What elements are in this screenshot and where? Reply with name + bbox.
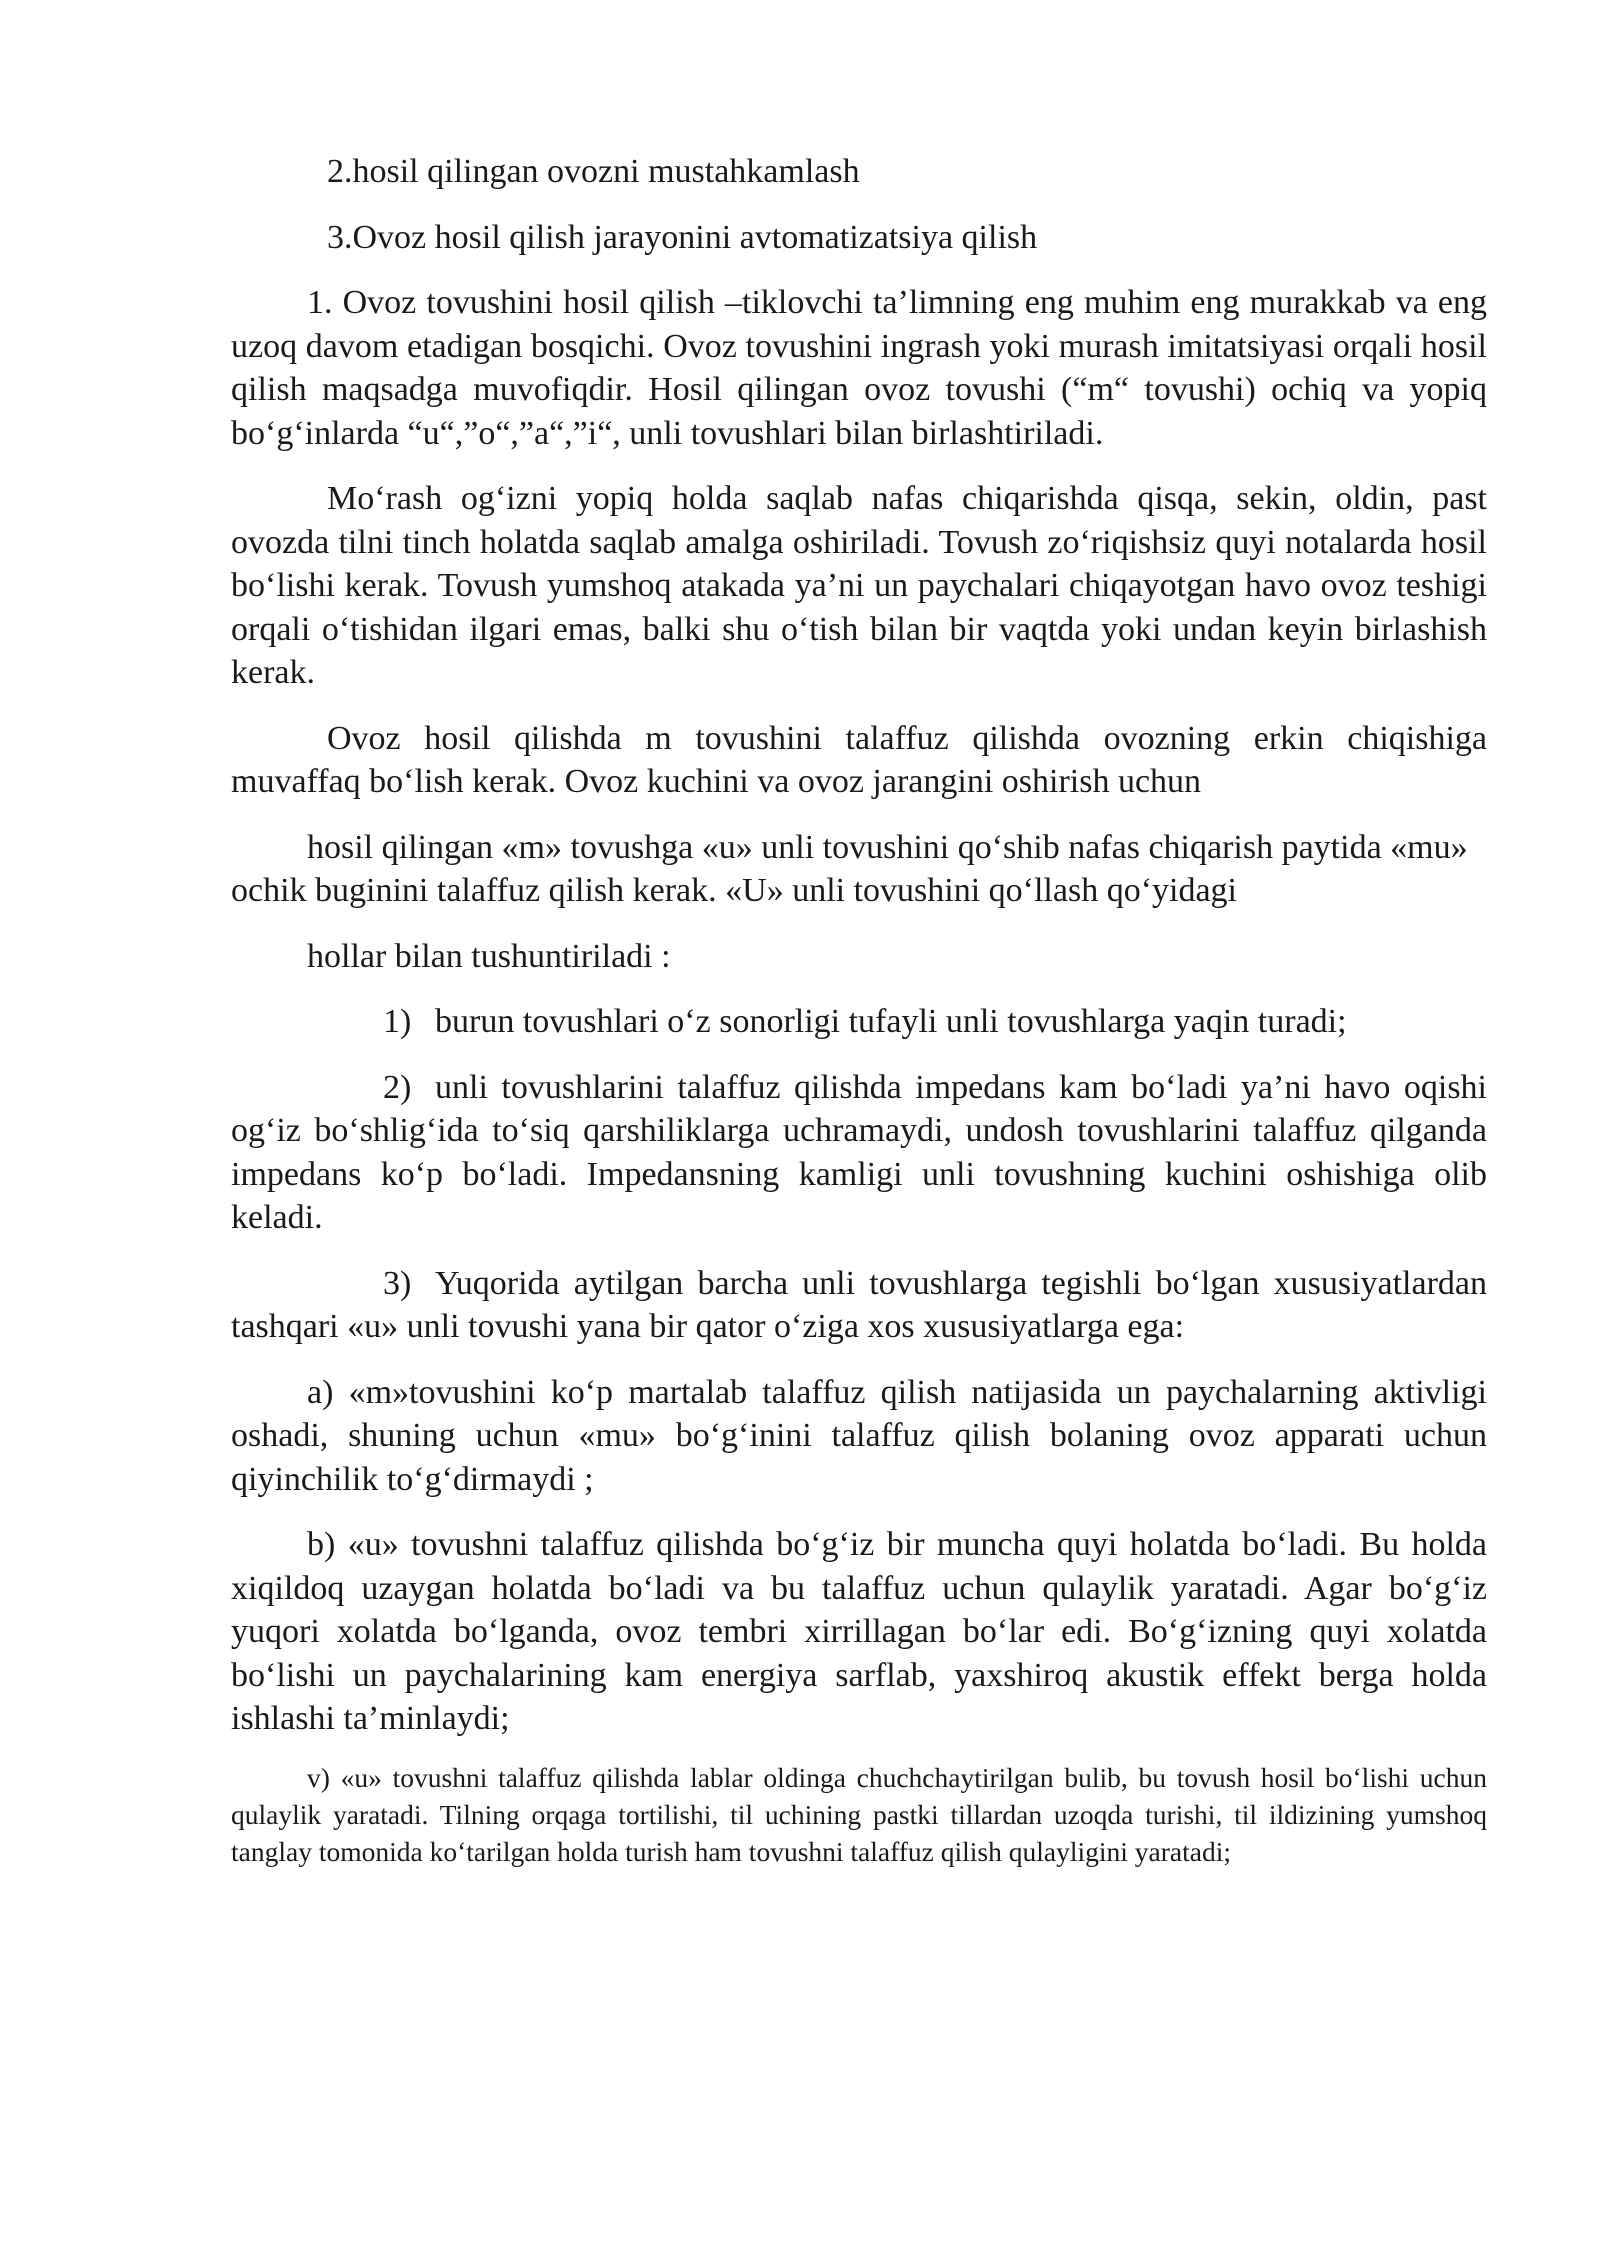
- document-page: [231, 150, 1487, 1870]
- list-item-number: 3): [383, 1264, 412, 1302]
- paragraph-item-2: 2.hosil qilingan ovozni mustahkamlash: [327, 153, 860, 190]
- paragraph-subitem-b: b) «u» tovushni talaffuz qilishda bo‘g‘iz bir muncha quyi holatda bo‘ladi. Bu holda xiqildoq uzaygan holatda bo‘ladi va bu talaffuz uchun qulaylik yaratadi. Agar bo‘g‘iz yuqori xolatda bo‘lganda, ovoz tembri xirrillagan bo‘lar edi. Bo‘g‘izning quyi xolatda bo‘lishi un paychalarining kam energiya sarflab, yaxshiroq akustik effekt berga holda ishlashi ta’minlaydi;: [231, 1526, 1487, 1737]
- list-item-text: unli tovushlarini talaffuz qilishda impedans kam bo‘ladi ya’ni havo oqishi og‘iz bo‘shlig‘ida to‘siq qarshiliklarga uchramaydi, undosh tovushlarini talaffuz qilganda impedans ko‘p bo‘ladi. Impedansning kamligi unli tovushning kuchini oshishiga olib keladi.: [231, 1068, 1487, 1236]
- list-item-number: 1): [383, 1003, 412, 1040]
- list-item-1: [231, 1000, 1487, 1044]
- paragraph-cases-intro: hollar bilan tushuntiriladi :: [307, 937, 671, 975]
- paragraph-subitem-v: v) «u» tovushni talaffuz qilishda lablar oldinga chuchchaytirilgan bulib, bu tovush hosil bo‘lishi uchun qulaylik yaratadi. Tilning orqaga tortilishi, til uchining pastki tillardan uzoqda turishi, til ildizining yumshoq tanglay tomonida ko‘tarilgan holda turish ham tovushni talaffuz qilish qulayligini yaratadi;: [231, 1761, 1487, 1867]
- list-item-3: [231, 1262, 1487, 1349]
- paragraph-mu-syllable: hosil qilingan «m» tovushga «u» unli tovushini qo‘shib nafas chiqarish paytida «mu» ochik buginini talaffuz qilish kerak. «U» unli tovushini qo‘llash qo‘yidagi: [231, 828, 1468, 909]
- paragraph-voice-formation: 1. Ovoz tovushini hosil qilish –tiklovchi ta’limning eng muhim eng murakkab va eng uzoq davom etadigan bosqichi. Ovoz tovushini ingrash yoki murash imitatsiyasi orqali hosil qilish maqsadga muvofiqdir. Hosil qilingan ovoz tovushi (“m“ tovushi) ochiq va yopiq bo‘g‘inlarda “u“,”o“,”a“,”i“, unli tovushlari bilan birlashtiriladi.: [231, 284, 1487, 452]
- list-item-text: burun tovushlari o‘z sonorligi tufayli unli tovushlarga yaqin turadi;: [435, 1003, 1347, 1040]
- paragraph-m-sound: Ovoz hosil qilishda m tovushini talaffuz qilishda ovozning erkin chiqishiga muvaffaq bo‘lish kerak. Ovoz kuchini va ovoz jarangini oshirish uchun: [231, 719, 1487, 800]
- small-text-block: [231, 1759, 1487, 1870]
- list-item-number: 2): [383, 1068, 412, 1106]
- paragraph-subitem-a: a) «m»tovushini ko‘p martalab talaffuz qilish natijasida un paychalarning aktivligi oshadi, shuning uchun «mu» bo‘g‘inini talaffuz qilish bolaning ovoz apparati uchun qiyinchilik to‘g‘dirmaydi ;: [231, 1373, 1487, 1498]
- paragraph-humming: Mo‘rash og‘izni yopiq holda saqlab nafas chiqarishda qisqa, sekin, oldin, past ovozda tilni tinch holatda saqlab amalga oshiriladi. Tovush zo‘riqishsiz quyi notalarda hosil bo‘lishi kerak. Tovush yumshoq atakada ya’ni un paychalari chiqayotgan havo ovoz teshigi orqali o‘tishidan ilgari emas, balki shu o‘tish bilan bir vaqtda yoki undan keyin birlashish kerak.: [231, 480, 1487, 691]
- paragraph-item-3: 3.Ovoz hosil qilish jarayonini avtomatizatsiya qilish: [327, 218, 1038, 256]
- list-item-2: [231, 1066, 1487, 1240]
- list-item-text: Yuqorida aytilgan barcha unli tovushlarga tegishli bo‘lgan xususiyatlardan tashqari «u» unli tovushi yana bir qator o‘ziga xos xususiyatlarga ega:: [231, 1264, 1487, 1345]
